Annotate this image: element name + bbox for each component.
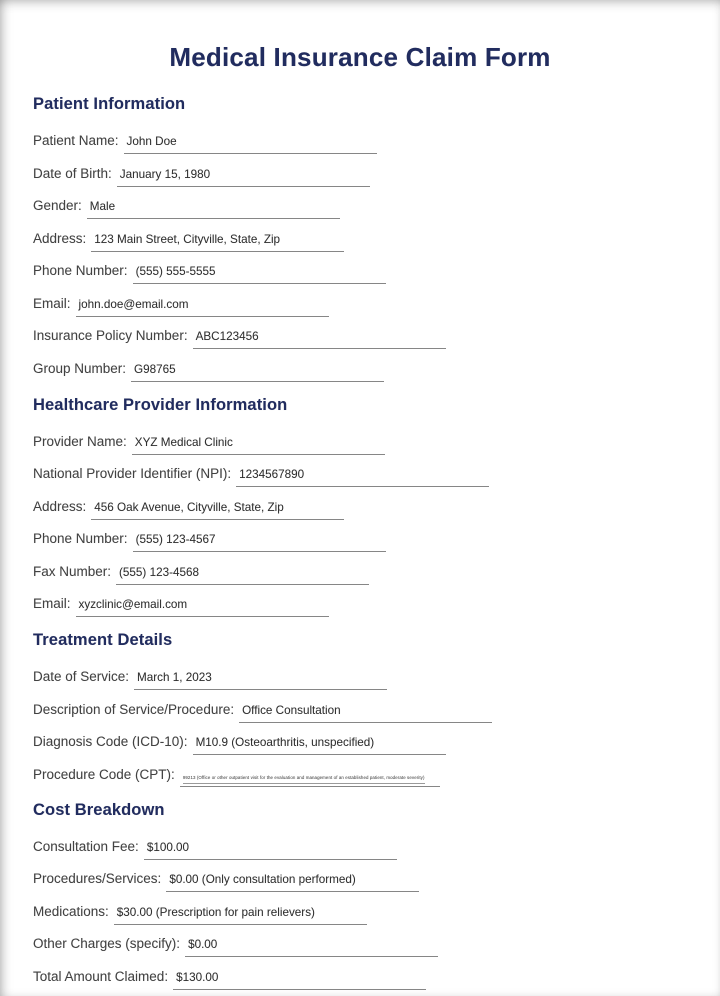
- field-insurance-policy-number: [33, 327, 687, 349]
- field-group-number: [33, 360, 687, 382]
- field-underline: [173, 968, 426, 990]
- field-underline: [133, 262, 386, 284]
- field-value: xyzclinic@email.com: [78, 598, 188, 611]
- field-label: Description of Service/Procedure:: [33, 701, 235, 717]
- field-label: Consultation Fee:: [33, 838, 139, 854]
- field-value: $130.00: [176, 970, 219, 984]
- field-value: January 15, 1980: [119, 167, 211, 181]
- field-label: Provider Name:: [33, 433, 127, 449]
- field-value: 123 Main Street, Cityville, State, Zip: [94, 232, 281, 246]
- field-underline: [132, 433, 385, 455]
- field-label: Fax Number:: [33, 563, 112, 579]
- field-underline: [180, 766, 440, 787]
- field-value: $0.00 (Only consultation performed): [169, 873, 356, 886]
- section-heading-cost-breakdown: Cost Breakdown: [33, 800, 165, 819]
- field-underline: [134, 668, 387, 690]
- field-label: Phone Number:: [33, 263, 128, 278]
- field-value: 456 Oak Avenue, Cityville, State, Zip: [94, 500, 284, 514]
- field-label: Total Amount Claimed:: [33, 968, 169, 984]
- field-underline: [166, 870, 419, 892]
- field-label: Group Number:: [33, 360, 127, 376]
- field-value: (555) 123-4567: [135, 533, 216, 546]
- field-value: John Doe: [126, 135, 177, 148]
- field-underline: [193, 733, 446, 755]
- field-value: 1234567890: [239, 468, 305, 481]
- field-underline: [76, 595, 329, 617]
- field-label: Email:: [33, 295, 71, 311]
- field-underline: [91, 230, 344, 252]
- field-procedures-services: [33, 870, 687, 892]
- field-value: ABC123456: [195, 330, 259, 343]
- field-label: Email:: [33, 596, 71, 611]
- field-underline: [116, 563, 369, 585]
- field-value: XYZ Medical Clinic: [134, 435, 233, 449]
- field-underline: [133, 530, 386, 552]
- section-heading-treatment-details: Treatment Details: [33, 631, 173, 649]
- field-patient-name: [33, 132, 687, 154]
- field-label: Procedure Code (CPT):: [33, 766, 175, 782]
- field-underline: [114, 903, 367, 925]
- field-national-provider-identifier-npi: [33, 465, 687, 487]
- field-diagnosis-code-icd-10: [33, 733, 687, 755]
- field-value: G98765: [134, 362, 176, 376]
- field-underline: [185, 935, 438, 957]
- field-underline: [117, 165, 370, 187]
- field-gender: [33, 197, 687, 219]
- field-value: john.doe@email.com: [78, 297, 189, 311]
- field-underline: [91, 498, 344, 520]
- field-underline: [144, 838, 397, 860]
- field-value: Male: [89, 200, 116, 213]
- field-label: Medications:: [33, 903, 109, 919]
- field-label: Phone Number:: [33, 531, 128, 546]
- field-date-of-service: [33, 668, 687, 690]
- field-other-charges-specify: [33, 935, 687, 957]
- field-label: National Provider Identifier (NPI):: [33, 466, 232, 481]
- field-description-of-service-procedure: [33, 701, 687, 723]
- field-phone-number: [33, 530, 687, 552]
- field-underline: [87, 197, 340, 219]
- field-label: Address:: [33, 230, 87, 246]
- field-label: Date of Birth:: [33, 165, 112, 181]
- field-date-of-birth: [33, 165, 687, 187]
- field-underline: [239, 701, 492, 723]
- field-underline: [124, 132, 377, 154]
- field-medications: [33, 903, 687, 925]
- field-fax-number: [33, 563, 687, 585]
- field-label: Procedures/Services:: [33, 871, 162, 886]
- field-label: Gender:: [33, 198, 82, 213]
- field-value: M10.9 (Osteoarthritis, unspecified): [195, 736, 375, 749]
- field-value: $0.00: [188, 938, 218, 951]
- form-sections: [33, 95, 687, 990]
- field-label: Other Charges (specify):: [33, 936, 181, 951]
- field-value: $100.00: [146, 840, 190, 854]
- field-phone-number: [33, 262, 687, 284]
- field-provider-name: [33, 433, 687, 455]
- field-value: 99213 (Office or other outpatient visit for the evaluation and management of an established patient, moderate severity): [183, 775, 425, 784]
- field-underline: [236, 465, 489, 487]
- field-total-amount-claimed: [33, 968, 687, 990]
- field-email: [33, 595, 687, 617]
- field-value: March 1, 2023: [137, 671, 212, 684]
- section-heading-patient-information: Patient Information: [33, 95, 186, 113]
- field-label: Address:: [33, 498, 87, 514]
- field-label: Diagnosis Code (ICD-10):: [33, 734, 188, 749]
- field-underline: [131, 360, 384, 382]
- field-label: Date of Service:: [33, 669, 130, 684]
- field-consultation-fee: [33, 838, 687, 860]
- field-address: [33, 498, 687, 520]
- field-underline: [193, 327, 446, 349]
- field-value: (555) 555-5555: [135, 265, 216, 278]
- field-procedure-code-cpt: [33, 766, 687, 787]
- field-value: $30.00 (Prescription for pain relievers): [116, 905, 315, 919]
- field-label: Insurance Policy Number:: [33, 328, 188, 343]
- claim-form-content: [0, 42, 720, 990]
- field-underline: [76, 295, 329, 317]
- section-heading-healthcare-provider-information: Healthcare Provider Information: [33, 395, 288, 414]
- field-address: [33, 230, 687, 252]
- field-label: Patient Name:: [33, 133, 119, 148]
- field-email: [33, 295, 687, 317]
- field-value: Office Consultation: [242, 703, 341, 717]
- page-title: Medical Insurance Claim Form: [169, 42, 551, 72]
- field-value: (555) 123-4568: [119, 565, 199, 579]
